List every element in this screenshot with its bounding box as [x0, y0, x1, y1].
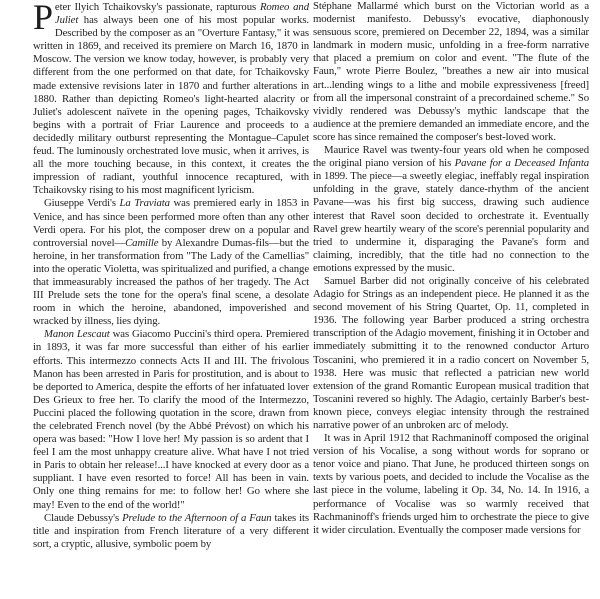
paragraph-text: Giuseppe Verdi's	[44, 197, 120, 210]
work-title: Manon Lescaut	[44, 328, 110, 341]
work-title: La Traviata	[119, 197, 170, 210]
paragraph-ravel-pavane	[313, 144, 589, 275]
paragraph-text: eter Ilyich Tchaikovsky's passionate, rapturous	[54, 1, 260, 13]
paragraph-text: Samuel Barber did not originally conceive of his celebrated Adagio for Strings as an independent piece. He planned it as the second movement of his String Quartet, Op. 11, completed in 1936. The following year Barber produced a string orchestra transcription of the Adagio movement, finishing it in October and immediately submitting it to the renowned conductor Arturo Toscanini, who premiered it in a radio concert on November 5, 1938. Here was music that reflected a patrician new world extension of the grand Romantic European musical tradition that Toscanini revered so highly. The Adagio, certainly Barber's best-known piece, conveys elegiac intensity through the restrained narrative power of an unbroken arc of melody.	[313, 274, 589, 431]
left-text-column	[33, 1, 309, 599]
paragraph-debussy-faun	[33, 512, 309, 551]
paragraph-manon-lescaut	[33, 328, 309, 511]
paragraph-barber-adagio	[313, 275, 589, 432]
paragraph-text: Claude Debussy's	[44, 511, 123, 524]
drop-cap-letter: P	[33, 1, 53, 37]
paragraph-text: Maurice Ravel was twenty-four years old when he composed the original piano version of his	[313, 144, 589, 170]
paragraph-text: was Giacomo Puccini's third opera. Premiered in 1893, it was far more successful than either of his earlier efforts. This intermezzo connects Acts II and III. The frivolous Manon has been arrested in Paris for prostitution, and is about to be deported to America, despite the efforts of her infatuated lover Des Grieux to free her. To clarify the mood of the Intermezzo, Puccini placed the following quotation in the score, drawn from the celebrated French novel (by the Abbé Prévost) on which his opera was based: "How I love her! My passion is so ardent that I feel I am the most unhappy creature alive. What have I not tried in Paris to obtain her release!...I have knocked at every door as a suppliant. I have even resorted to force! All has been in vain. Only one thing remains for me: to follow her! Go where she may! Even to the end of the world!"	[33, 328, 309, 511]
paragraph-text: by Alexandre Dumas-fils—but the heroine, in her transformation from "The Lady of the Camellias" into the operatic Violetta, was spiritualized and purified, a change that immeasurably increased the pathos of her tragedy. The Act III Prelude sets the tone for the opera's final scene, a desolate room in which the heroine, abandoned, impoverished and wracked by illness, lies dying.	[33, 236, 309, 328]
work-title: Romeo and Juliet	[54, 1, 309, 27]
paragraph-text: takes its title and inspiration from French literature of a very different sort, a cryptic, allusive, symbolic poem by	[33, 511, 309, 550]
paragraph-text: Stéphane Mallarmé which burst on the Victorian world as a modernist manifesto. Debussy's evocative, diaphonously sensuous score, premiered on December 22, 1894, was a similar landmark in modern music, unfolding in a free-form narrative that placed a premium on color and event. "The flute of the Faun," wrote Pierre Boulez, "breathes a new air into musical art...lending wings to a lithe and mobile expressiveness [freed] from all the impersonal constraint of a precordained scheme." So vividly rendered was Debussy's mythic landscape that the audience at the premiere demanded an immediate encore, and the score has since remained the composer's best-loved work.	[313, 0, 589, 143]
paragraph-text: in 1899. The piece—a sweetly elegiac, ineffably regal inspiration unfolding in the grave, stately dance-rhythm of the ancient Pavane—was his first big success, drawing such audience interest that Ravel soon decided to orchestrate it. Eventually Ravel grew heartily weary of the score's perennial popularity and tried to undermine it, disparaging the Pavane's form and claiming, incredibly, that the title had no connection to the emotions expressed by the music.	[313, 170, 589, 274]
work-title: Prelude to the Afternoon of a Faun	[122, 511, 272, 524]
paragraph-la-traviata	[33, 197, 309, 328]
work-title: Pavane for a Deceased Infanta	[454, 157, 589, 170]
paragraph-rachmaninoff-vocalise	[313, 432, 589, 537]
right-text-column	[313, 0, 589, 598]
paragraph-text: It was in April 1912 that Rachmaninoff composed the original version of his Vocalise, a song without words for soprano or tenor voice and piano. That June, he produced thirteen songs on texts by various poets, and decided to include the Vocalise as the last piece in the volume, labeling it Op. 34, No. 14. In 1916, a performance of Vocalise was so warmly received that Rachmaninoff's friends urged him to orchestrate the piece to give it wider circulation. Eventually the composer made versions for	[313, 432, 589, 536]
paragraph-text: has always been one of his most popular works. Described by the composer as an "Overture Fantasy," it was written in 1869, and received its premiere on March 16, 1870 in Moscow. The version we know today, however, is probably very different from the one performed on that date, for Tchaikovsky made extensive revisions later in 1870 and further alterations in 1880. Rather than depicting Romeo's light-hearted alacrity or Juliet's adolescent naïvete in the opening pages, Tchaikovsky begins with a portrait of Friar Laurence and proceeds to a decidedly military outburst representing the Montague–Capulet feud. The luminously orchestrated love music, when it arrives, is all the more touching because, in this context, it creates the impression of radiant, youthful innocence recaptured, with Tchaikovsky rising to his most magnificent lyricism.	[33, 14, 309, 197]
work-title: Camille	[125, 236, 159, 249]
paragraph-mallarme	[313, 0, 589, 144]
paragraph-text: was premiered early in 1853 in Venice, and has since been performed more often than any other Verdi opera. For his plot, the composer drew on a popular and controversial novel—	[33, 197, 309, 249]
paragraph-romeo-and-juliet	[33, 1, 309, 197]
